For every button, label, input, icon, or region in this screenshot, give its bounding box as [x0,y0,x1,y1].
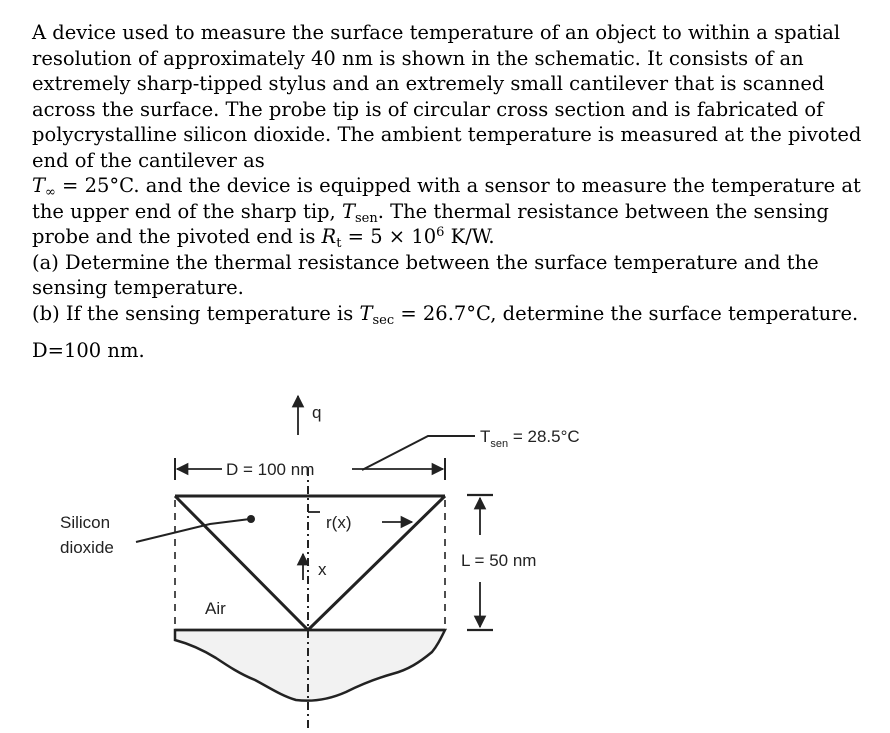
surface-object [175,630,445,701]
r-unit: K/W. [444,225,495,248]
t-sec-symbol: T [359,301,373,325]
part-b-prefix: (b) If the sensing temperature is [32,301,360,325]
r-x-label: r(x) [326,513,352,532]
silicon-label-line-1: Silicon [60,513,111,532]
q-label: q [312,403,322,422]
air-label: Air [205,599,226,618]
t-sen-label-main: T [480,427,491,446]
t-sec-subscript: sec [372,312,395,328]
t-sen-label [480,427,580,450]
r-value: = 5 × 10 [341,225,437,248]
t-inf-value: = 25°C. and the device is equipped with a sensor to measure the temperature at the upper end of the sharp tip, [32,174,861,223]
silicon-leader-dot [247,515,255,523]
part-b-suffix: = 26.7°C, determine the surface temperature. [394,301,859,325]
given-diameter: D=100 nm. [32,339,145,362]
part-a: (a) Determine the thermal resistance between the surface temperature and the sensing temperature. [32,250,819,299]
r-symbol: R [321,225,337,248]
x-label: x [318,560,327,579]
silicon-label-line-2: dioxide [60,538,114,557]
problem-paragraph [32,20,888,250]
problem-statement [32,20,888,364]
l-dimension-label: L = 50 nm [461,551,537,570]
schematic-svg [0,370,890,733]
t-sen-subscript: sen [354,210,378,226]
part-b [32,301,888,327]
t-sen-leader [362,436,475,470]
r-subscript: t [336,236,342,251]
r-exponent: 6 [436,225,445,240]
d-dimension-label: D = 100 nm [226,460,315,479]
t-sen-label-sub: sen [490,438,509,450]
probe-schematic [0,370,890,733]
t-inf-subscript: ∞ [45,185,56,200]
t-inf-symbol: T [32,174,46,197]
t-sen-label-value: = 28.5°C [508,427,580,446]
t-sen-after: . The thermal resistance between the sensing probe and the pivoted end is [32,199,829,248]
problem-intro: A device used to measure the surface temperature of an object to within a spatial resolution of approximately 40 nm is shown in the schematic. It consists of an extremely sharp-tipped stylus and an extremely small cantilever that is scanned across the surface. The probe tip is of circular cross section and is fabricated of polycrystalline silicon dioxide. The ambient temperature is measured at the pivoted end of the cantilever as [32,21,862,172]
silicon-leader [136,519,250,542]
t-sen-symbol: T [341,199,355,223]
